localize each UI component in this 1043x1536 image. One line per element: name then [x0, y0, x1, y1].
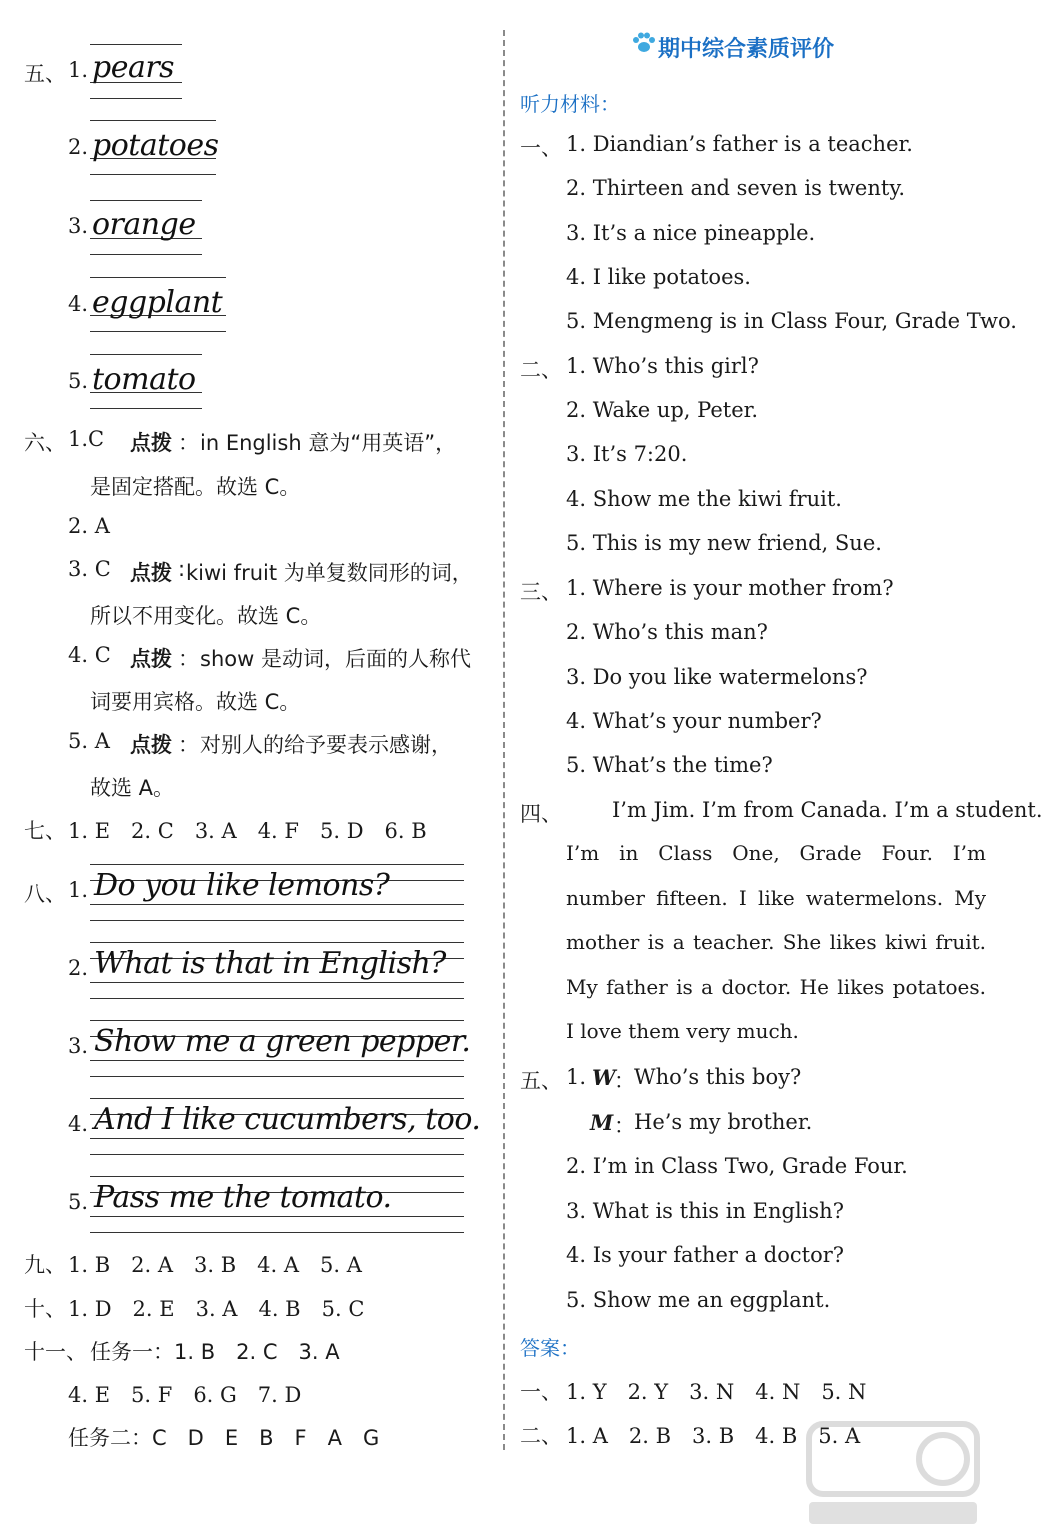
- s5-item-1-num: 1.: [68, 58, 89, 82]
- r1-line-5: 5. Mengmeng is in Class Four, Grade Two.: [566, 309, 1017, 333]
- r2-line-3: 3. It’s 7:20.: [566, 442, 688, 466]
- section-9-label: 九、: [24, 1253, 66, 1277]
- paw-icon: [632, 32, 656, 59]
- s8-item-4-num: 4.: [68, 1112, 89, 1136]
- s6-tip-label-3: 点拨: [130, 561, 172, 585]
- section-11-task1: 任务一：1. B 2. C 3. A: [90, 1340, 340, 1364]
- a1-label: 一、: [520, 1380, 562, 1404]
- s6-item-4-answer: 4. C: [68, 643, 111, 667]
- s8-item-3-num: 3.: [68, 1034, 89, 1058]
- s6-item-3-explain-cont: 所以不用变化。故选 C。: [90, 604, 322, 628]
- r4-label: 四、: [520, 802, 562, 826]
- s8-item-1-sentence: Do you like lemons?: [94, 868, 390, 903]
- section-11-task1-cont: 4. E 5. F 6. G 7. D: [68, 1383, 302, 1407]
- r5-line-1-num: 1.: [566, 1065, 587, 1089]
- section-7-label: 七、: [24, 819, 66, 843]
- section-11-label: 十一、: [24, 1340, 87, 1364]
- a2-label: 二、: [520, 1424, 562, 1448]
- r2-line-2: 2. Wake up, Peter.: [566, 398, 759, 422]
- s5-item-2-num: 2.: [68, 135, 89, 159]
- r5-line-1-reply: He’s my brother.: [634, 1110, 813, 1134]
- s5-item-2-word: potatoes: [92, 128, 219, 163]
- s6-tip-colon-5: ：: [178, 733, 199, 757]
- left-column: [0, 0, 500, 1536]
- r3-line-2: 2. Who’s this man?: [566, 620, 768, 644]
- r3-line-1: 1. Where is your mother from?: [566, 576, 894, 600]
- s6-tip-label-4: 点拨: [130, 647, 172, 671]
- r1-line-2: 2. Thirteen and seven is twenty.: [566, 176, 906, 200]
- answers-label: 答案：: [520, 1336, 580, 1360]
- section-5-label: 五、: [24, 62, 66, 86]
- r2-line-1: 1. Who’s this girl?: [566, 354, 759, 378]
- section-10-answers: 1. D 2. E 3. A 4. B 5. C: [68, 1297, 365, 1321]
- speaker-m: M: [590, 1110, 614, 1135]
- s8-item-3-sentence: Show me a green pepper.: [94, 1024, 471, 1059]
- r2-line-5: 5. This is my new friend, Sue.: [566, 531, 882, 555]
- right-column: [510, 0, 1043, 1536]
- s5-item-1-word: pears: [92, 50, 175, 85]
- s5-item-3-word: orange: [92, 207, 196, 242]
- speaker-m-colon: ：: [614, 1114, 635, 1138]
- s5-item-5-word: tomato: [92, 362, 196, 397]
- s6-tip-colon-1: ：: [178, 431, 199, 455]
- a1-answers: 1. Y 2. Y 3. N 4. N 5. N: [566, 1380, 867, 1404]
- s6-item-4-explain-cont: 词要用宾格。故选 C。: [90, 690, 301, 714]
- s8-item-2-num: 2.: [68, 956, 89, 980]
- r5-line-5: 5. Show me an eggplant.: [566, 1288, 831, 1312]
- speaker-w-colon: ：: [614, 1069, 635, 1093]
- a2-answers: 1. A 2. B 3. B 4. B 5. A: [566, 1424, 861, 1448]
- r3-line-5: 5. What’s the time?: [566, 753, 773, 777]
- r1-line-3: 3. It’s a nice pineapple.: [566, 221, 816, 245]
- s6-item-1-explain-cont: 是固定搭配。故选 C。: [90, 475, 301, 499]
- watermark-logo: [803, 1418, 983, 1528]
- r5-line-4: 4. Is your father a doctor?: [566, 1243, 845, 1267]
- s6-tip-colon-4: ：: [178, 647, 199, 671]
- r5-label: 五、: [520, 1069, 562, 1093]
- section-11-task2: 任务二：C D E B F A G: [68, 1426, 380, 1450]
- r1-line-4: 4. I like potatoes.: [566, 265, 751, 289]
- r5-line-3: 3. What is this in English?: [566, 1199, 844, 1223]
- s8-item-5-sentence: Pass me the tomato.: [94, 1180, 392, 1215]
- s6-item-3-answer: 3. C: [68, 557, 111, 581]
- s6-item-1-answer: 1.C: [68, 427, 105, 451]
- section-8-label: 八、: [24, 882, 66, 906]
- section-9-answers: 1. B 2. A 3. B 4. A 5. A: [68, 1253, 362, 1277]
- s5-item-4-word: eggplant: [92, 285, 223, 320]
- s5-item-4-num: 4.: [68, 292, 89, 316]
- s6-item-4-explain: show 是动词，后面的人称代: [200, 647, 471, 671]
- s6-tip-label-1: 点拨: [130, 431, 172, 455]
- r4-first-line: I’m Jim. I’m from Canada. I’m a student.: [612, 798, 1043, 822]
- r3-line-4: 4. What’s your number?: [566, 709, 822, 733]
- s8-item-1-num: 1.: [68, 878, 89, 902]
- r5-line-1: Who’s this boy?: [634, 1065, 802, 1089]
- section-7-answers: 1. E 2. C 3. A 4. F 5. D 6. B: [68, 819, 427, 843]
- listening-material-label: 听力材料：: [520, 92, 620, 116]
- s5-item-3-num: 3.: [68, 214, 89, 238]
- s6-item-2-answer: 2. A: [68, 514, 110, 538]
- page-title: 期中综合素质评价: [658, 37, 835, 62]
- column-divider: [503, 30, 505, 1450]
- s6-item-3-explain: kiwi fruit 为单复数同形的词，: [186, 561, 473, 585]
- s6-tip-label-5: 点拨: [130, 733, 172, 757]
- s8-item-4-sentence: And I like cucumbers, too.: [94, 1102, 481, 1137]
- s6-item-1-explain: in English 意为“用英语”，: [200, 431, 457, 455]
- s6-item-5-answer: 5. A: [68, 729, 110, 753]
- r4-passage: I’m in Class One, Grade Four. I’m number fifteen. I like watermelons. My mother is a teacher. She likes kiwi fruit. My father is a doctor. He likes potatoes. I love them very much.: [566, 841, 986, 1043]
- r2-label: 二、: [520, 358, 562, 382]
- s6-item-5-explain: 对别人的给予要表示感谢，: [200, 733, 452, 757]
- s5-item-5-num: 5.: [68, 369, 89, 393]
- r5-line-2: 2. I’m in Class Two, Grade Four.: [566, 1154, 908, 1178]
- r1-line-1: 1. Diandian’s father is a teacher.: [566, 132, 913, 156]
- s8-item-5-num: 5.: [68, 1190, 89, 1214]
- s6-item-5-explain-cont: 故选 A。: [90, 776, 175, 800]
- r3-label: 三、: [520, 580, 562, 604]
- speaker-w: W: [592, 1065, 616, 1090]
- r2-line-4: 4. Show me the kiwi fruit.: [566, 487, 842, 511]
- s6-tip-colon-3: :: [178, 557, 186, 581]
- section-10-label: 十、: [24, 1297, 66, 1321]
- r1-label: 一、: [520, 136, 562, 160]
- r3-line-3: 3. Do you like watermelons?: [566, 665, 868, 689]
- section-6-label: 六、: [24, 431, 66, 455]
- s8-item-2-sentence: What is that in English?: [94, 946, 446, 981]
